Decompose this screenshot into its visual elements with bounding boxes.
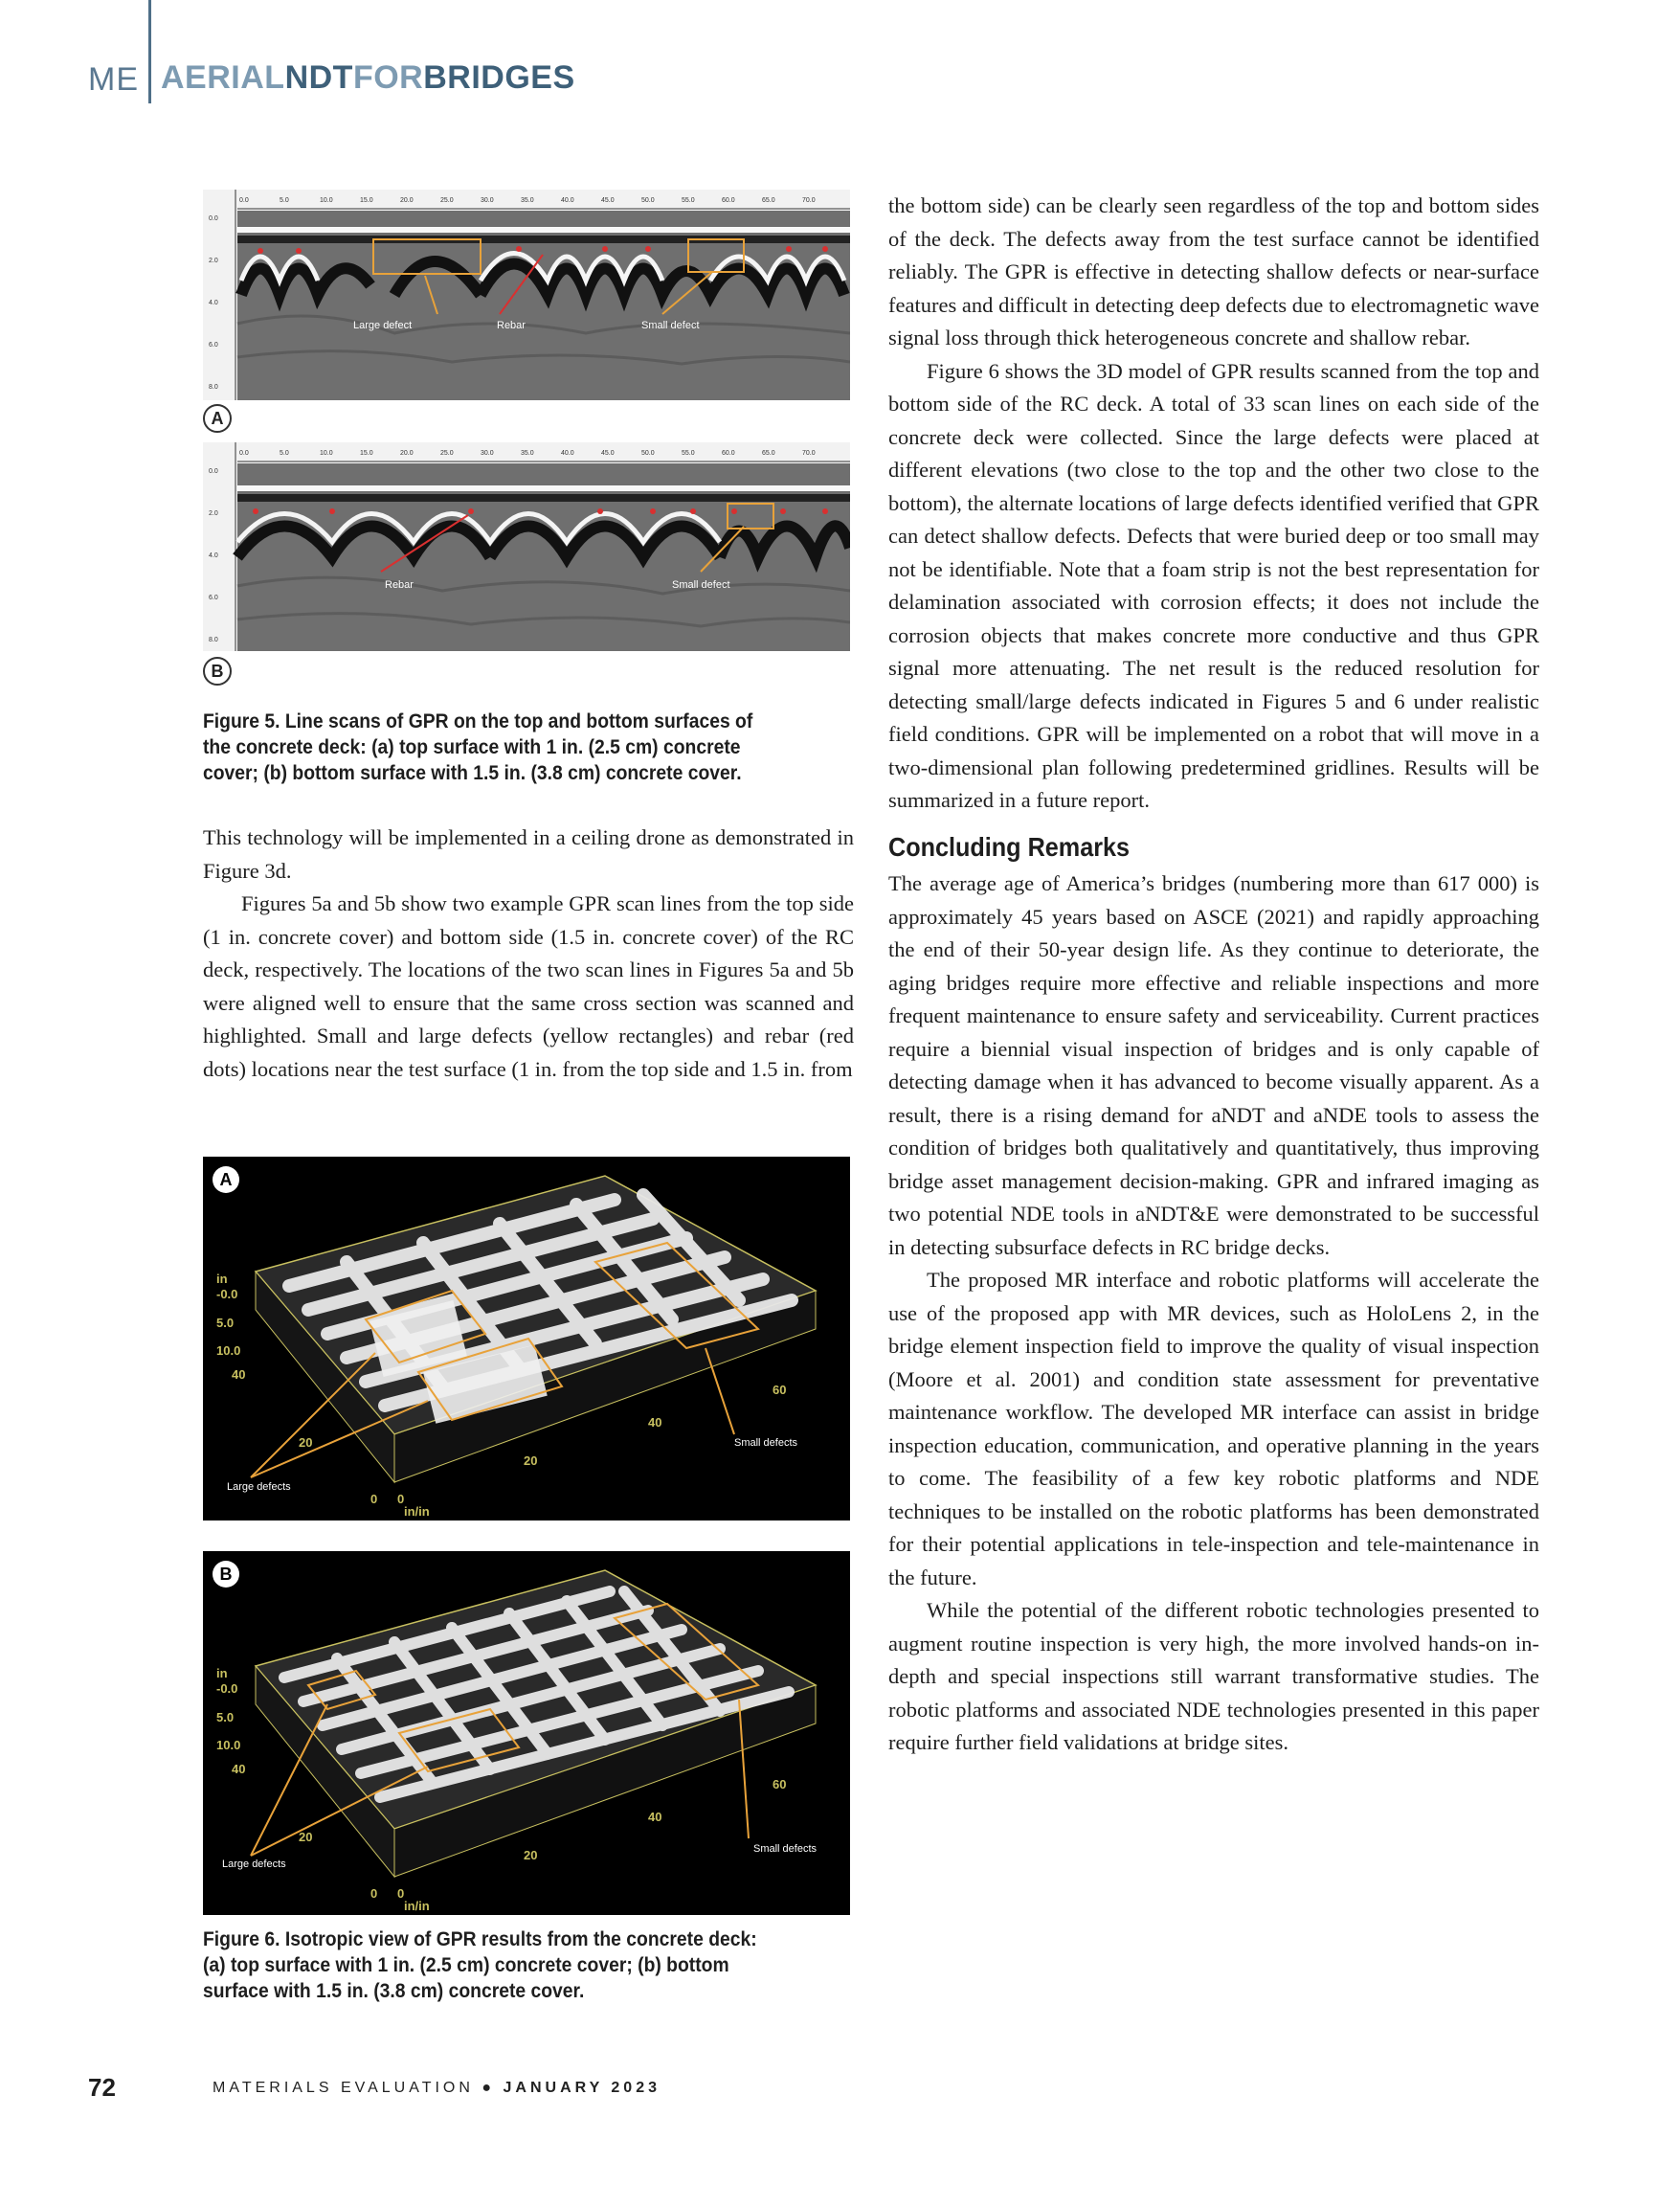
- x-tick: 65.0: [762, 197, 775, 204]
- label-large-defects: Large defects: [227, 1481, 291, 1493]
- x-tick: 5.0: [280, 450, 289, 457]
- x-tick: 30.0: [481, 197, 494, 204]
- axis-text: 20: [524, 1453, 538, 1468]
- y-tick: 6.0: [209, 595, 218, 601]
- axis-text: 40: [648, 1810, 662, 1824]
- axis-text: 40: [232, 1367, 246, 1382]
- x-tick: 45.0: [601, 450, 615, 457]
- figure6a-3d-gpr: [203, 1157, 850, 1520]
- axis-text: 40: [648, 1415, 662, 1430]
- figure5a-graphic: [203, 190, 850, 400]
- x-tick: 70.0: [802, 450, 816, 457]
- x-tick: 70.0: [802, 197, 816, 204]
- x-tick: 20.0: [400, 197, 414, 204]
- x-tick: 0.0: [239, 450, 249, 457]
- x-tick: 20.0: [400, 450, 414, 457]
- y-tick: 8.0: [209, 637, 218, 643]
- label-rebar: Rebar: [385, 579, 414, 591]
- x-tick: 0.0: [239, 197, 249, 204]
- y-tick: 0.0: [209, 215, 218, 222]
- x-tick: 35.0: [521, 450, 534, 457]
- axis-text: 20: [524, 1848, 538, 1862]
- axis-text: 10.0: [216, 1738, 241, 1752]
- figure6a-letter: A: [213, 1166, 239, 1193]
- figure5a-gpr-scan: [203, 190, 850, 400]
- axis-text: 5.0: [216, 1316, 235, 1330]
- label-small-defect: Small defect: [672, 579, 730, 591]
- figure6b-letter: B: [213, 1561, 239, 1588]
- axis-text: -0.0: [216, 1681, 238, 1696]
- section-label: ME: [88, 61, 139, 98]
- figure5b-graphic: [203, 442, 850, 651]
- x-tick: 60.0: [722, 197, 735, 204]
- issue-date: JANUARY 2023: [503, 2080, 661, 2096]
- y-tick: 6.0: [209, 342, 218, 349]
- running-head-part: FOR: [352, 59, 424, 96]
- running-head: [161, 59, 575, 97]
- x-tick: 30.0: [481, 450, 494, 457]
- figure6b-3d-gpr: [203, 1551, 850, 1915]
- journal-footer: MATERIALS EVALUATION ● JANUARY 2023: [213, 2080, 661, 2096]
- running-head-part: BRIDGES: [423, 59, 575, 96]
- paragraph: the bottom side) can be clearly seen regardless of the top and bottom sides of the deck. The defects away from the test surface cannot be identified reliably. The GPR is effective in detecting shallow defects or near-surface features and difficult in detecting deep defects due to electromagnetic wave signal loss through thick heterogeneous concrete and shallow rebar.: [888, 193, 1539, 349]
- axis-text: -0.0: [216, 1287, 238, 1301]
- axis-text: 0: [370, 1886, 378, 1901]
- x-tick: 10.0: [320, 450, 333, 457]
- running-head-part: AERIAL: [161, 59, 285, 96]
- running-head-part: NDT: [284, 59, 353, 96]
- paragraph: The average age of America’s bridges (numbering more than 617 000) is approximately 45 years based on ASCE (2021) and rapidly approaching the end of their 50-year design life. As they continue to deteriorate, the aging bridges require more effective and reliable inspections and more frequent maintenance to ensure safety and serviceability. Current practices require a biennial visual inspection of bridges and is only capable of detecting damage when it has advanced to become visually apparent. As a result, there is a rising demand for aNDT and aNDE tools to assess the condition of bridges both qualitatively and quantitatively, thus improving bridge asset management decision-making. GPR and infrared imaging as two potential NDE tools in aNDT&E were demonstrated to be successful in detecting subsurface defects in RC bridge decks.: [888, 871, 1539, 1259]
- y-tick: 4.0: [209, 552, 218, 559]
- figure5b-gpr-scan: [203, 442, 850, 651]
- axis-text: 5.0: [216, 1710, 235, 1724]
- axis-text: 40: [232, 1762, 246, 1776]
- x-tick: 40.0: [561, 197, 574, 204]
- x-tick: 55.0: [682, 197, 695, 204]
- figure5-caption: Figure 5. Line scans of GPR on the top and bottom surfaces of the concrete deck: (a) top surface with 1 in. (2.5 cm) concrete cover; (b) bottom surface with 1.5 in. (3.8 cm) concrete cover.: [203, 710, 753, 784]
- label-large-defect: Large defect: [353, 320, 413, 331]
- right-column: [888, 190, 1539, 1760]
- axis-text: 0: [397, 1492, 405, 1506]
- axis-text: 20: [299, 1435, 313, 1450]
- figure6a-graphic: [203, 1157, 850, 1520]
- x-tick: 15.0: [360, 450, 373, 457]
- paragraph: The proposed MR interface and robotic platforms will accelerate the use of the proposed app with MR devices, such as HoloLens 2, in the bridge element inspection field to improve the quality of visual inspection (Moore et al. 2001) and condition state assessment for preventative maintenance workflow. The developed MR interface can assist in bridge inspection education, communication, and operative planning in the years to come. The feasibility of a few key robotic platforms and NDE techniques to be installed on the robotic platforms has been demonstrated for their potential applications in tele-inspection and tele-maintenance in the future.: [888, 1268, 1539, 1589]
- y-tick: 2.0: [209, 258, 218, 264]
- figure5a-letter: A: [203, 404, 232, 433]
- paragraph: While the potential of the different robotic technologies presented to augment routine inspection is very high, the more involved hands-on in-depth and special inspections still warrant transformative studies. The robotic platforms and associated NDE technologies presented in this paper require further field validations at bridge sites.: [888, 1598, 1539, 1754]
- label-rebar: Rebar: [497, 320, 526, 331]
- x-tick: 60.0: [722, 450, 735, 457]
- x-tick: 5.0: [280, 197, 289, 204]
- section-heading: Concluding Remarks: [888, 831, 1131, 862]
- x-tick: 50.0: [641, 450, 655, 457]
- figure6-caption: Figure 6. Isotropic view of GPR results from the concrete deck: (a) top surface with 1 in. (2.5 cm) concrete cover; (b) bottom surface with 1.5 in. (3.8 cm) concrete cover.: [203, 1928, 757, 2002]
- x-tick: 10.0: [320, 197, 333, 204]
- x-tick: 15.0: [360, 197, 373, 204]
- x-tick: 50.0: [641, 197, 655, 204]
- axis-text: in: [216, 1272, 228, 1286]
- y-tick: 2.0: [209, 510, 218, 517]
- y-tick: 4.0: [209, 300, 218, 306]
- header-rule: [148, 0, 151, 103]
- x-tick: 25.0: [440, 450, 454, 457]
- axis-text: in/in: [404, 1504, 430, 1519]
- paragraph: Figure 6 shows the 3D model of GPR results scanned from the top and bottom side of the RC deck. A total of 33 scan lines on each side of the concrete deck were collected. Since the large defects were placed at different elevations (two close to the top and the other two close to the bottom), the alternate locations of large defects identified verified that GPR can detect shallow defects. Defects that were buried deep or too small may not be identifiable. Note that a foam strip is not the best representation for delamination associated with corrosion effects; it does not include the corrosion objects that makes concrete more conductive and thus GPR signal more attenuating. The net result is the reduced resolution for detecting small/large defects indicated in Figures 5 and 6 under realistic field conditions. GPR will be implemented on a robot that will move in a two-dimensional plan following predetermined gridlines. Results will be summarized in a future report.: [888, 358, 1539, 812]
- paragraph: Figures 5a and 5b show two example GPR scan lines from the top side (1 in. concrete cover) and bottom side (1.5 in. concrete cover) of the RC deck, respectively. The locations of the two scan lines in Figures 5a and 5b were aligned well to ensure that the same cross section was scanned and highlighted. Small and large defects (yellow rectangles) and rebar (red dots) locations near the test surface (1 in. from the top side and 1.5 in. from: [203, 891, 854, 1081]
- axis-text: 0: [370, 1492, 378, 1506]
- figure5b-letter: B: [203, 657, 232, 686]
- label-small-defects: Small defects: [753, 1843, 818, 1855]
- axis-text: 10.0: [216, 1343, 241, 1358]
- axis-text: 60: [773, 1777, 787, 1791]
- axis-text: in/in: [404, 1899, 430, 1913]
- y-tick: 8.0: [209, 384, 218, 391]
- axis-text: in: [216, 1666, 228, 1680]
- journal-name: MATERIALS EVALUATION: [213, 2080, 474, 2096]
- page-number: 72: [88, 2073, 116, 2102]
- y-tick: 0.0: [209, 468, 218, 475]
- x-tick: 55.0: [682, 450, 695, 457]
- axis-text: 60: [773, 1383, 787, 1397]
- paragraph: This technology will be implemented in a ceiling drone as demonstrated in Figure 3d.: [203, 825, 854, 883]
- label-small-defects: Small defects: [734, 1437, 798, 1449]
- x-tick: 40.0: [561, 450, 574, 457]
- left-column: [203, 822, 854, 1086]
- label-small-defect: Small defect: [641, 320, 700, 331]
- axis-text: 20: [299, 1830, 313, 1844]
- x-tick: 45.0: [601, 197, 615, 204]
- axis-text: 0: [397, 1886, 405, 1901]
- label-large-defects: Large defects: [222, 1858, 286, 1870]
- x-tick: 65.0: [762, 450, 775, 457]
- x-tick: 35.0: [521, 197, 534, 204]
- x-tick: 25.0: [440, 197, 454, 204]
- figure6b-graphic: [203, 1551, 850, 1915]
